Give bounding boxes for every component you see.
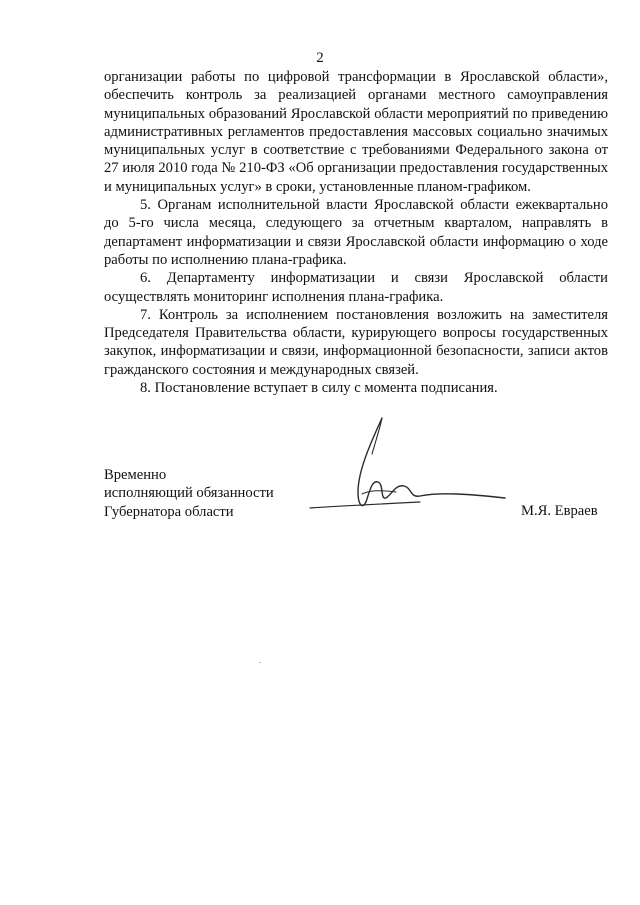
document-body — [104, 68, 608, 397]
signatory-title-line: исполняющий обязанности — [104, 485, 274, 502]
page-number: 2 — [316, 50, 324, 66]
signatory-title-line: Временно — [104, 467, 167, 483]
signatory-title — [104, 466, 274, 521]
paragraph-7: 7. Контроль за исполнением постановления возложить на заместителя Председателя Правительства области, курирующего вопросы государственных закупок, информатизации и связи, информационной безопасности, записи актов гражданского состояния и международных связей. — [104, 306, 608, 378]
handwritten-signature — [300, 410, 525, 525]
paragraph-5: 5. Органам исполнительной власти Ярославской области ежеквартально до 5-го числа месяца, следующего за отчетным кварталом, направлять в департамент информатизации и связи Ярославской области информацию о ходе работы по исполнению плана-графика. — [104, 197, 608, 268]
paragraph-6: 6. Департаменту информатизации и связи Ярославской области осуществлять мониторинг исполнения плана-графика. — [104, 270, 608, 305]
signatory-name: М.Я. Евраев — [521, 503, 598, 519]
signatory-title-line: Губернатора области — [104, 503, 234, 520]
paragraph-8: 8. Постановление вступает в силу с момента подписания. — [140, 380, 498, 397]
scan-speck — [259, 662, 261, 663]
paragraph-continuation: организации работы по цифровой трансформации в Ярославской области», обеспечить контроль за реализацией органами местного самоуправления муниципальных образований Ярославской области мероприятий по приведению административных регламентов предоставления массовых социально значимых муниципальных услуг в соответствие с требованиями Федерального закона от 27 июля 2010 года № 210-ФЗ «Об организации предоставления государственных и муниципальных услуг» в сроки, установленные планом-графиком. — [104, 69, 608, 195]
